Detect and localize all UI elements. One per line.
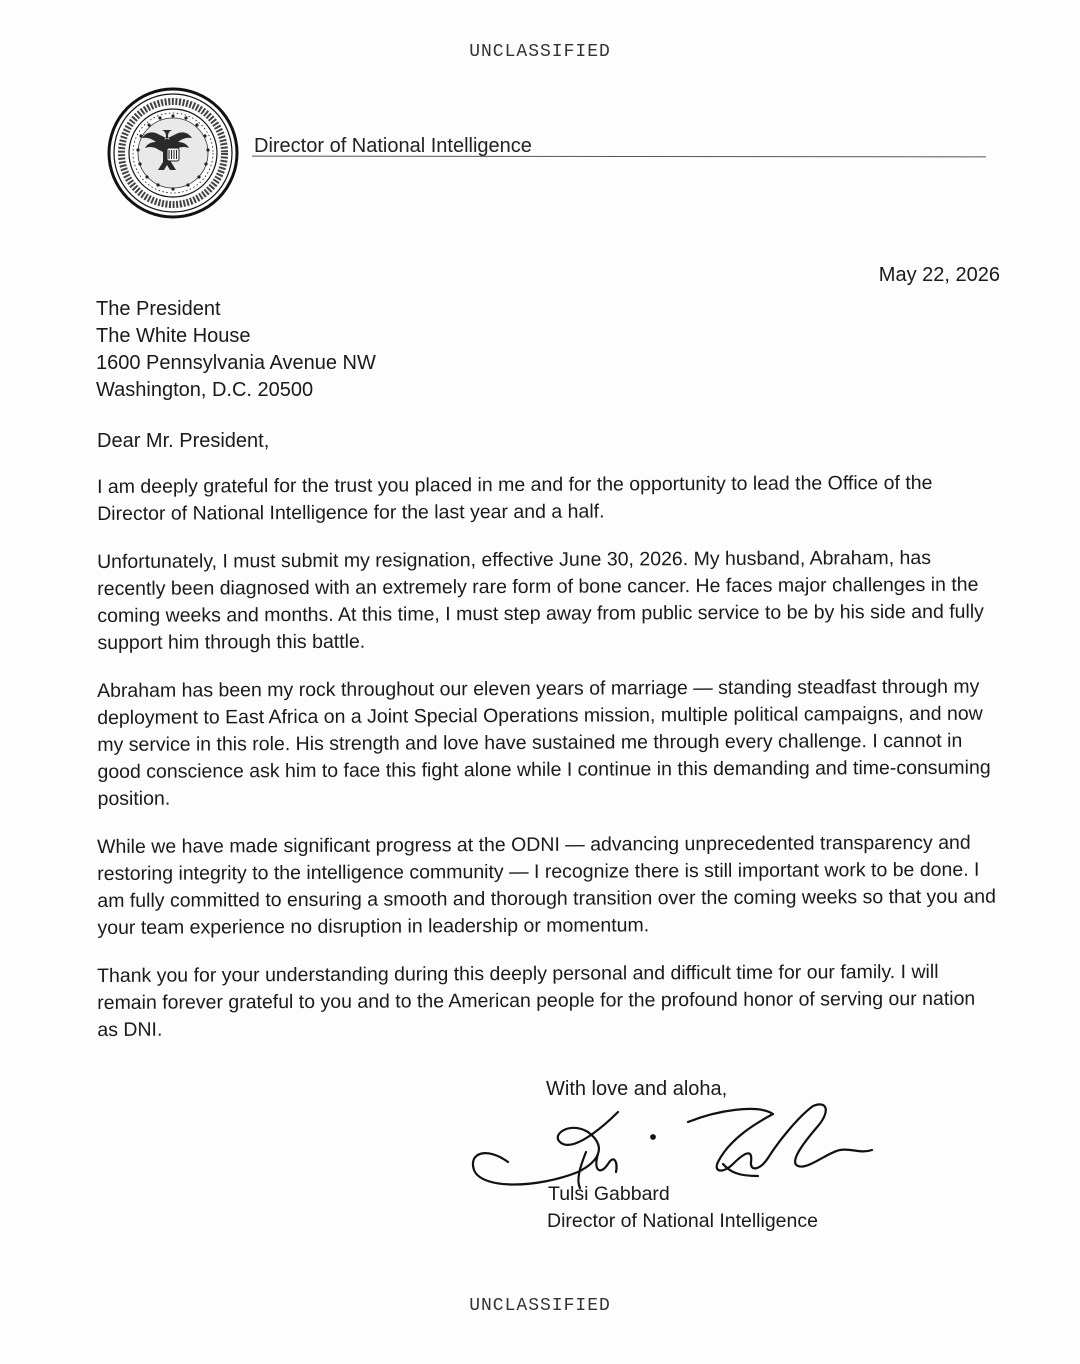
handwritten-signature-icon	[468, 1092, 888, 1202]
body-paragraph: Unfortunately, I must submit my resignation, effective June 30, 2026. My husband, Abraham, has recently been diagnosed with an extremely rare form of bone cancer. He faces major challenges in the coming weeks and months. At this time, I must step away from public service to be by his side and fully support him through this battle.	[97, 546, 984, 654]
signer-title: Director of National Intelligence	[547, 1210, 818, 1232]
letter-date: May 22, 2026	[878, 264, 1000, 286]
letter-body	[97, 471, 997, 1065]
letter-closing: With love and aloha,	[546, 1078, 728, 1100]
address-line: 1600 Pennsylvania Avenue NW	[96, 352, 376, 374]
signer-name: Tulsi Gabbard	[548, 1183, 670, 1205]
classification-footer: UNCLASSIFIED	[469, 1296, 611, 1316]
body-paragraph: While we have made significant progress at the ODNI — advancing unprecedented transparency and restoring integrity to the intelligence community — I recognize there is still important work to be done. I am fully committed to ensuring a smooth and thorough transition over the coming weeks so that you and your team experience no disruption in leadership or momentum.	[97, 831, 996, 939]
address-line: The White House	[96, 325, 251, 347]
body-paragraph: Abraham has been my rock throughout our eleven years of marriage — standing steadfast through my deployment to East Africa on a Joint Special Operations mission, multiple political campaigns, and now my service in this role. His strength and love have sustained me through every challenge. I cannot in good conscience ask him to face this fight alone while I continue in this demanding and time-consuming position.	[97, 675, 991, 810]
letterhead-organization: Director of National Intelligence	[254, 135, 532, 157]
odni-seal-icon	[106, 86, 240, 220]
address-line: The President	[96, 298, 221, 320]
body-paragraph: I am deeply grateful for the trust you placed in me and for the opportunity to lead the Office of the Director of National Intelligence for the last year and a half.	[97, 471, 933, 525]
salutation: Dear Mr. President,	[97, 430, 270, 452]
recipient-address	[96, 296, 376, 404]
classification-header: UNCLASSIFIED	[469, 42, 611, 62]
address-line: Washington, D.C. 20500	[96, 379, 314, 401]
body-paragraph: Thank you for your understanding during this deeply personal and difficult time for our family. I will remain forever grateful to you and to the American people for the profound honor of serving our nation as DNI.	[97, 960, 976, 1041]
